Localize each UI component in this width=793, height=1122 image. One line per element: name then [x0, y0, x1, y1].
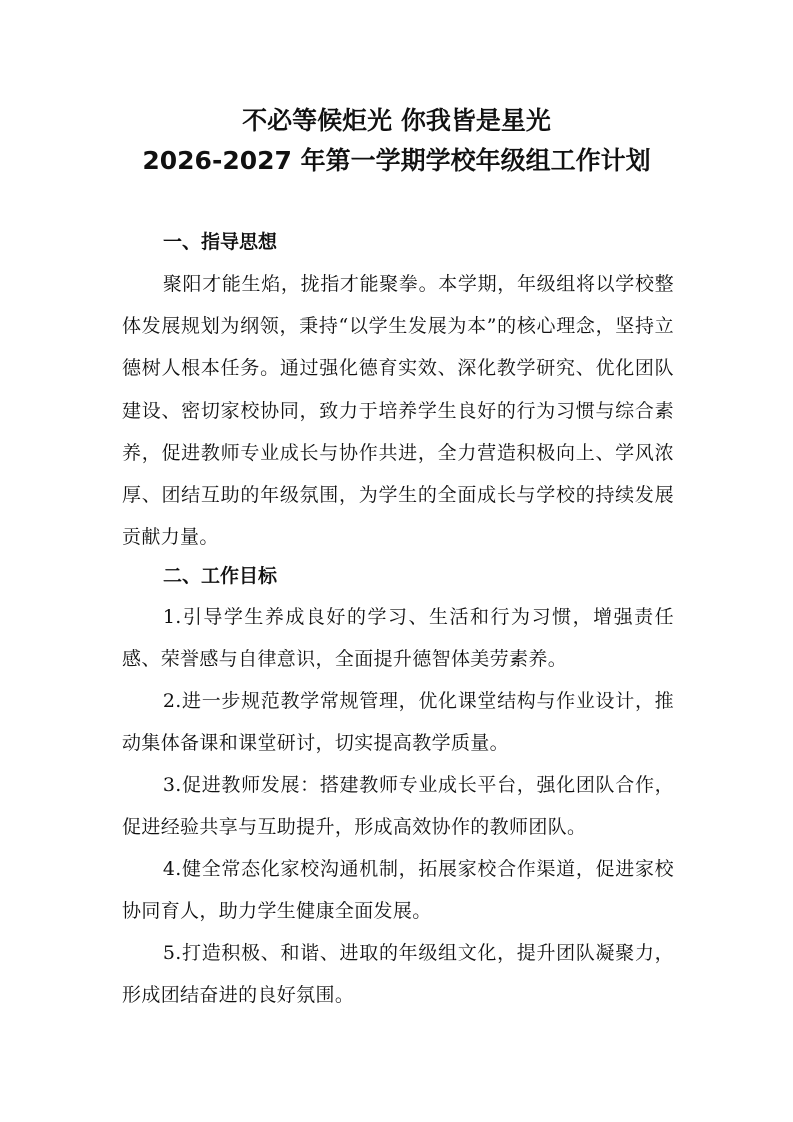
section-heading-guiding-ideology: 一、指导思想 — [163, 231, 278, 253]
section-paragraph-guiding-ideology: 聚阳才能生焰，拢指才能聚拳。本学期，年级组将以学校整体发展规划为纲领，秉持“以学生发展为本”的核心理念，坚持立德树人根本任务。通过强化德育实效、深化教学研究、优化团队建设、密切家校协同，致力于培养学生良好的行为习惯与综合素养，促进教师专业成长与协作共进，全力营造积极向上、学风浓厚、团结互助的年级氛围，为学生的全面成长与学校的持续发展贡献力量。 — [122, 273, 674, 549]
goal-item: 1.引导学生养成良好的学习、生活和行为习惯，增强责任感、荣誉感与自律意识，全面提升德智体美劳素养。 — [122, 606, 674, 671]
goal-item: 3.促进教师发展：搭建教师专业成长平台，强化团队合作，促进经验共享与互助提升，形成高效协作的教师团队。 — [122, 774, 674, 839]
goal-item: 5.打造积极、和谐、进取的年级组文化，提升团队凝聚力，形成团结奋进的良好氛围。 — [122, 942, 674, 1007]
section-heading-work-goals: 二、工作目标 — [163, 565, 278, 587]
document-title: 不必等候炬光 你我皆是星光 — [242, 106, 551, 135]
goal-item: 2.进一步规范教学常规管理，优化课堂结构与作业设计，推动集体备课和课堂研讨，切实提高教学质量。 — [122, 690, 674, 755]
document-subtitle: 2026-2027 年第一学期学校年级组工作计划 — [142, 146, 651, 175]
goal-item: 4.健全常态化家校沟通机制，拓展家校合作渠道，促进家校协同育人，助力学生健康全面发展。 — [122, 858, 674, 923]
